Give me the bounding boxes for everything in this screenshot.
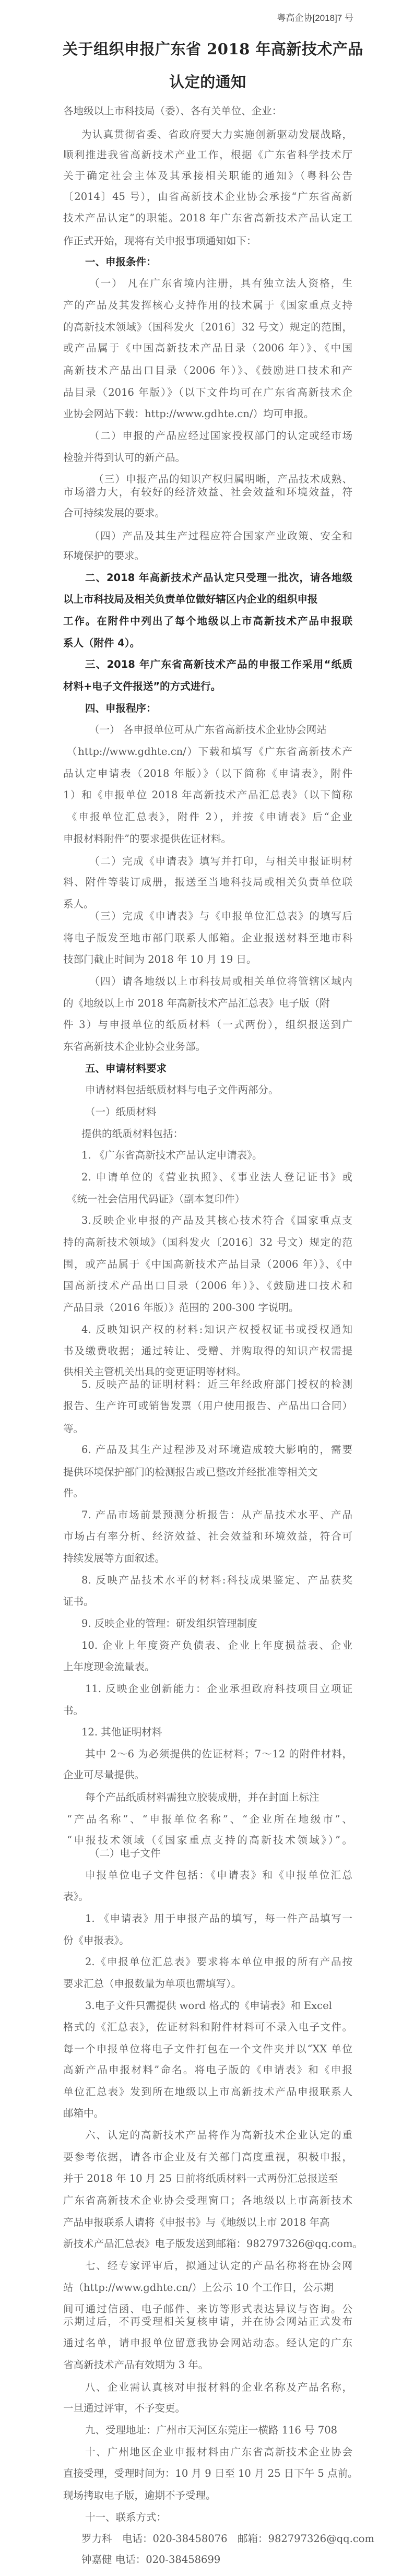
body-line: 作正式开始，现将有关申报事项通知如下： [63, 235, 257, 247]
address-line: 九、受理地址：广州市天河区东莞庄一横路 116 号 708 [85, 2424, 338, 2436]
body-line: 书。 [63, 1705, 84, 1717]
body-line: 单位汇总表》发到所在地级以上市高新技术产品申报联系人 [63, 2086, 352, 2098]
body-line: （四）产品及其生产过程应符合国家产业政策、安全和 [89, 530, 352, 542]
body-line: 产的产品及其发挥核心支持作用的技术属于《国家重点支持 [63, 299, 352, 311]
section-body-bold: 系人（附件 4）。 [63, 637, 140, 649]
body-line: 的高新技术领域》（国科发火〔2016〕32 号文）规定的范围， [63, 321, 352, 333]
body-line: 证书。 [63, 1596, 94, 1608]
section-paragraph: 六、认定的高新技术产品将作为高新技术企业认定的重 [85, 2129, 352, 2141]
body-line: 每个产品纸质材料需独立胶装成册，并在封面上标注 [85, 1791, 320, 1803]
body-line: 将电子版发至地市部门联系人邮箱。企业报送材料至地市科 [63, 932, 352, 944]
body-line: 要参考依据，请各市企业及有关部门高度重视，积极申报， [63, 2151, 352, 2163]
body-line: 份《申报表》。 [63, 1934, 129, 1946]
body-line: （四）请各地级以上市科技局或相关单位将管辖区域内 [89, 975, 352, 987]
body-line: 持的高新技术领域》（国科发火〔2016〕32 号文）规定的范 [63, 1236, 352, 1248]
body-line: 示期过后，不再受理相关复核申请，并在协会网站正式发布 [63, 2315, 352, 2327]
section-body-bold: 工作。在附件中列出了每个地级以上市高新技术产品申报联 [63, 615, 352, 627]
body-line: 通过名单，请申报单位留意我协会网站动态。经认定的广东 [63, 2337, 352, 2349]
list-item: 7. 产品市场前景预测分析报告：从产品技术水平、产品 [81, 1509, 352, 1521]
list-item: 1. 《申请表》用于申报产品的填写，每一件产品填写一 [85, 1912, 352, 1924]
body-line: 件 3）与申报单位的纸质材料（一式两份），组织报送到广 [63, 1019, 352, 1031]
body-line: “产品名称”、“申报单位名称”、“企业所在地级市”、 [67, 1813, 352, 1825]
body-line: 格式的《汇总表》，佐证材料和附件材料可不录入电子文件。 [63, 2021, 352, 2033]
body-line: 直接受理，受理时间为：10 月 9 日至 10 月 25 日下午 5 点前。 [63, 2467, 358, 2479]
body-line: 供相关主管机关出具的变更证明等材料。 [63, 1366, 247, 1378]
body-line: 提供环境保护部门的检测报告或已整改并经批准等相关文 [63, 1466, 318, 1478]
body-line: 提供的纸质材料包括： [81, 1128, 184, 1140]
body-line: （三）申报产品的知识产权归属明晰，产品技术成熟、 [93, 473, 352, 485]
body-line: 市场占有率分析、经济效益、社会效益和环境效益，符合可 [63, 1530, 352, 1542]
body-line: 申报单位电子文件包括：《申请表》和《申报单位汇总 [85, 1869, 352, 1881]
body-line: 国高新技术产品出口目录（2006 年）》、《鼓励进口技术和 [63, 1280, 352, 1292]
section-paragraph: 十、广州地区企业申报材料由广东省高新技术企业协会 [85, 2446, 352, 2458]
section-heading: 一、申报条件： [85, 256, 157, 268]
list-item: 10. 企业上年度资产负债表、企业上年度损益表、企业 [81, 1639, 352, 1651]
document-title-line-1: 关于组织申报广东省 2018 年高新技术产品 [63, 40, 363, 58]
body-line: （三）完成《申请表》与《申报单位汇总表》的填写后 [89, 910, 352, 922]
body-line: 系人。 [63, 898, 94, 910]
body-line: 〔2014〕45 号），由省高新技术企业协会承接“广东省高新 [63, 191, 352, 203]
body-line: 现场拷取电子版，逾期不予受理。 [63, 2489, 216, 2501]
list-item: 1. 《广东省高新技术产品认定申请表》。 [81, 1149, 263, 1161]
body-line: 合可持续发展的要求。 [63, 507, 165, 519]
body-line: 申请材料包括纸质材料与电子文件两部分。 [85, 1084, 279, 1096]
body-line: 或产品属于《中国高新技术产品目录（2006 年）》、《中国 [63, 342, 352, 354]
body-line-website: 站（http://www.gdhte.cn/）上公示 10 个工作日，公示期 [63, 2282, 334, 2294]
list-item: 4. 反映知识产权的材料:知识产权授权证书或授权通知 [81, 1324, 352, 1336]
subsection-heading: （二）电子文件 [89, 1847, 161, 1859]
body-line: 间可通过信函、电子邮件、来访等形式表达异议与咨询。公 [63, 2303, 352, 2315]
section-heading: 四、申报程序： [85, 702, 157, 714]
document-title-line-2: 认定的通知 [169, 73, 246, 91]
list-item: 8. 反映产品技术水平的材料:科技成果鉴定、产品获奖 [81, 1574, 352, 1586]
body-line: 报告、生产许可或销售发票（用户使用报告、产品出口合同） [63, 1400, 352, 1412]
list-item: 2.《申报单位汇总表》要求将本单位申报的所有产品按 [85, 1956, 352, 1968]
body-line: 产品申报联系人请将《申报书》与《地级以上市 2018 年高 [63, 2216, 330, 2228]
body-line: 关于确定社会主体及其承接相关职能的通知》（粤科公告 [63, 170, 352, 182]
body-line: 市场潜力大，有较好的经济效益、社会效益和环境效益，符 [63, 486, 352, 498]
list-item: 2. 申请单位的《营业执照》、《事业法人登记证书》或 [81, 1171, 352, 1183]
body-line: 产品目录（2016 年版）》范围的 200-300 字说明。 [63, 1302, 299, 1314]
body-line: 书及缴费收据；通过转让、受赠、并购取得的知识产权需提 [63, 1345, 352, 1357]
salutation: 各地级以上市科技局（委）、各有关单位、企业： [63, 105, 282, 117]
body-line: 为认真贯彻省委、省政府要大力实施创新驱动发展战略， [81, 128, 352, 140]
body-line: 持续发展等方面叙述。 [63, 1552, 165, 1564]
body-line: 品目录（2016 年版）》（以下文件均可在广东省高新技术企 [63, 386, 352, 398]
body-line: 检验并得到认可的新产品。 [63, 452, 186, 464]
body-line: （一） 凡在广东省境内注册，具有独立法人资格，生 [89, 277, 352, 289]
body-line: 《统一社会信用代码证》（副本复印件） [67, 1193, 245, 1205]
body-line: 《申报单位汇总表》，附件 2），并按《申请表》后“企业 [67, 811, 352, 823]
section-paragraph: 七、经专家评审后，拟通过认定的产品名称将在协会网 [85, 2260, 352, 2272]
body-line: 件。 [63, 1487, 84, 1499]
contact-line-1: 罗力科 电话：020-38458076 邮箱：982797326@qq.com [81, 2533, 375, 2545]
body-line: 并于 2018 年 10 月 25 日前将纸质材料一式两份汇总报送至 [63, 2172, 338, 2184]
body-line: “申报技术领域（《国家重点支持的高新技术领域》）”。 [67, 1834, 352, 1846]
body-line: 业协会网站下载：http://www.gdhte.cn/）均可申报。 [63, 408, 314, 420]
body-line: 申报材料附件”的要求提供佐证材料。 [63, 833, 231, 845]
document-number: 粤高企协[2018]7 号 [277, 13, 353, 23]
body-line: 其中 2～6 为必须提供的佐证材料；7～12 的附件材料， [85, 1748, 352, 1760]
body-line: 邮箱中。 [63, 2107, 104, 2119]
body-line: 东省高新技术企业协会业务部。 [63, 1041, 206, 1053]
body-line: 一旦通过评审，不予变更。 [63, 2402, 186, 2414]
contact-line-2: 钟嘉健 电话：020-38458699 [81, 2554, 221, 2566]
body-line: 技部门截止时间为 2018 年 10 月 19 日。 [63, 953, 257, 965]
section-heading: 二、2018 年高新技术产品认定只受理一批次，请各地级 [85, 572, 352, 584]
section-heading: 五、申请材料要求 [85, 1062, 167, 1074]
body-line: 1）和《申报单位 2018 年高新技术产品汇总表》（以下简称 [63, 789, 352, 801]
body-line: （二）完成《申请表》填写并打印，与相关申报证明材 [89, 855, 352, 867]
body-line: （http://www.gdhte.cn/）下载和填写《广东省高新技术产 [67, 746, 352, 758]
body-line: 表》。 [63, 1890, 89, 1903]
body-line: 高新技术产品出口目录（2006 年）》、《鼓励进口技术和产 [63, 364, 352, 376]
body-line: （一） 各申报单位可从广东省高新技术企业协会网站 [89, 724, 327, 736]
list-item: 5. 反映产品的证明材料：近三年经政府部门授权的检测 [81, 1378, 352, 1390]
body-line: 要求汇总（申报数量为单项也需填写）。 [63, 1978, 242, 1990]
body-line: 广东省高新技术企业协会受理窗口；各地级以上市高新技术 [63, 2194, 352, 2206]
body-line: 的《地级以上市 2018 年高新技术产品汇总表》电子版（附 [63, 997, 330, 1009]
body-line: 顺利推进我省高新技术产业工作，根据《广东省科学技术厅 [63, 149, 352, 161]
list-item: 3.电子文件只需提供 word 格式的《申请表》和 Excel [85, 2000, 332, 2012]
list-item: 6. 产品及其生产过程涉及对环境造成较大影响的，需要 [81, 1444, 352, 1456]
body-line: 围，或产品属于《中国高新技术产品目录（2006 年）》、《中 [63, 1258, 352, 1270]
list-item: 3.反映企业申报的产品及其核心技术符合《国家重点支 [81, 1214, 352, 1226]
body-line: 企业可尽量提供。 [63, 1769, 145, 1781]
body-line: 技术产品认定”的职能。2018 年广东省高新技术产品认定工 [63, 212, 352, 224]
body-line: 品认定申请表（2018 年版）》（以下简称《申请表》，附件 [63, 767, 352, 779]
body-line: 每一个申报单位将电子文件打包在一个文件夹并以“XX 单位 [63, 2043, 352, 2055]
subsection-heading: （一）纸质材料 [85, 1106, 157, 1118]
contact-heading: 十一、联系方式： [85, 2511, 167, 2523]
body-line: 上年度现金流量表。 [63, 1661, 155, 1673]
body-line: 高新产品申报材料”命名。将电子版的《申请表》和《申报 [63, 2064, 352, 2076]
body-line: 省高新技术产品有效期为 3 年。 [63, 2359, 209, 2371]
section-paragraph: 八、企业需认真核对申报材料的企业名称及产品名称， [85, 2381, 352, 2393]
list-item: 9. 反映企业的管理：研发组织管理制度 [81, 1617, 257, 1629]
body-line: （二）申报的产品应经过国家授权部门的认定或经市场 [89, 430, 352, 442]
body-line: 料、附件等装订成册，报送至当地科技局或相关负责单位联 [63, 876, 352, 888]
list-item: 11. 反映企业创新能力：企业承担政府科技项目立项证 [85, 1683, 352, 1695]
list-item: 12. 其他证明材料 [81, 1726, 162, 1738]
body-line: 等。 [63, 1423, 84, 1435]
body-line-email: 新技术产品汇总表》电子版发送到邮箱：982797326@qq.com。 [63, 2238, 363, 2250]
section-body-bold: 材料+电子文件报送”的方式进行。 [63, 680, 221, 692]
body-line: 环境保护的要求。 [63, 550, 145, 562]
section-body-bold: 以上市科技局及相关负责单位做好辖区内企业的组织申报 [63, 593, 318, 605]
section-heading: 三、2018 年广东省高新技术产品的申报工作采用“纸质 [85, 658, 352, 670]
